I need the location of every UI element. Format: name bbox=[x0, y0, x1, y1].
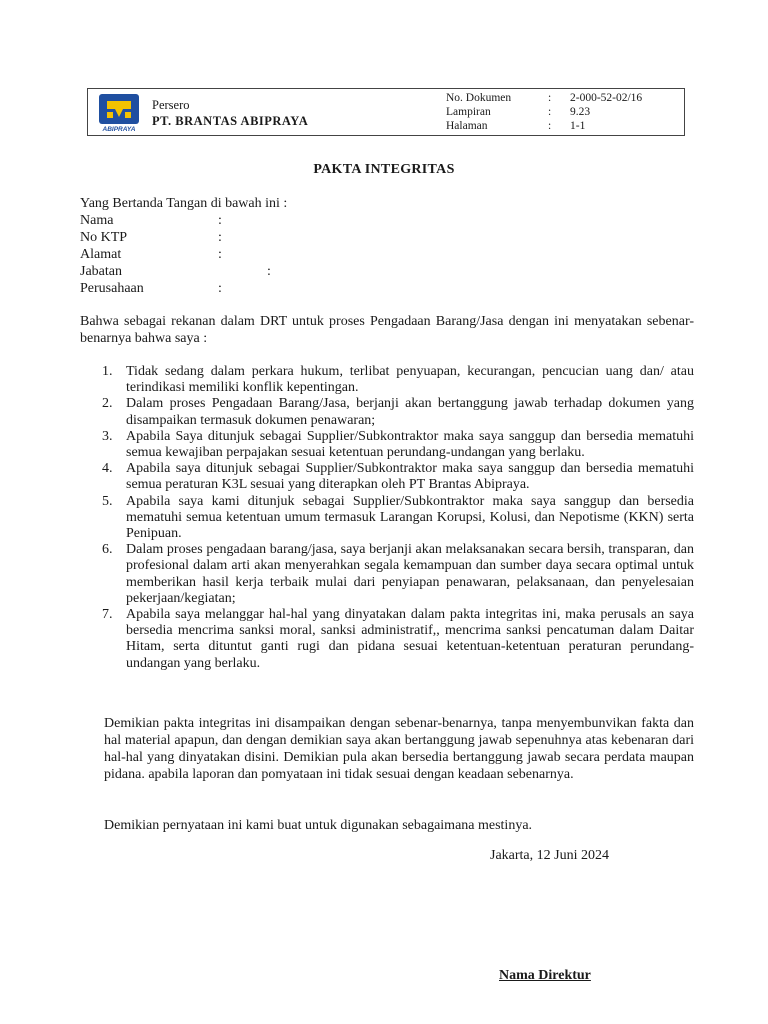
document-header bbox=[87, 88, 685, 136]
item-number: 4. bbox=[102, 461, 113, 477]
item-number: 2. bbox=[102, 396, 113, 412]
item-text: Apabila saya ditunjuk sebagai Supplier/Subkontraktor maka saya sanggup dan bersedia mematuhi semua peraturan K3L sesuai yang diterapkan oleh PT Brantas Abipraya. bbox=[126, 461, 694, 493]
item-text: Tidak sedang dalam perkara hukum, terlibat penyuapan, kecurangan, pencucian uang dan/ atau terindikasi memiliki konflik kepentingan. bbox=[126, 364, 694, 396]
field-no-ktp bbox=[80, 229, 222, 246]
document-title: PAKTA INTEGRITAS bbox=[313, 162, 455, 177]
field-label: Jabatan bbox=[80, 264, 122, 279]
list-item bbox=[80, 396, 694, 428]
colon: : bbox=[267, 264, 271, 279]
colon: : bbox=[548, 120, 552, 132]
colon: : bbox=[548, 92, 552, 104]
item-number: 3. bbox=[102, 428, 113, 444]
doc-number-value: 2-000-52-02/16 bbox=[570, 92, 643, 104]
page-value: 1-1 bbox=[570, 120, 586, 132]
list-item bbox=[80, 494, 694, 543]
colon: : bbox=[218, 281, 222, 296]
closing-paragraph: Demikian pakta integritas ini disampaikan dengan sebenar-benarnya, tanpa menyembunvikan fakta dan hal material apapun, dan dengan demikian saya akan bertanggung jawab sepenuhnya atas kebenaran dari hal-hal yang dinyatakan disini. Demikian pula akan bersedia bertanggung jawab secara perdata maupan pidana. apabila laporan dan pomyataan ini tidak sesuai dengan keadaan sebenarnya. bbox=[104, 716, 694, 782]
item-text: Dalam proses Pengadaan Barang/Jasa, berjanji akan bertanggung jawab terhadap dokumen yang disampaikan termasuk dokumen penawaran; bbox=[126, 396, 694, 428]
list-item bbox=[80, 542, 694, 607]
company-logo bbox=[98, 93, 140, 133]
item-number: 6. bbox=[102, 542, 113, 558]
place-date: Jakarta, 12 Juni 2024 bbox=[490, 848, 609, 863]
intro-line: Yang Bertanda Tangan di bawah ini : bbox=[80, 196, 288, 211]
doc-info-row bbox=[446, 105, 642, 119]
commitment-list bbox=[80, 364, 694, 672]
item-text: Apabila saya kami ditunjuk sebagai Supplier/Subkontraktor maka saya sanggup dan bersedia mematuhi semua ketentuan umum termasuk Larangan Korupsi, Kolusi, dan Nepotisme (KKN) serta Penipuan. bbox=[126, 493, 694, 542]
item-text: Apabila Saya ditunjuk sebagai Supplier/Subkontraktor maka saya sanggup dan bersedia mematuhi semua kewajiban perpajakan sesuai ketentuan perundang-undangan yang berlaku. bbox=[126, 428, 694, 461]
page-label: Halaman bbox=[446, 120, 488, 132]
list-item bbox=[80, 364, 694, 396]
doc-info-row bbox=[446, 91, 642, 105]
list-item bbox=[80, 429, 694, 461]
field-label: Nama bbox=[80, 213, 114, 228]
company-type: Persero bbox=[152, 98, 190, 112]
list-item bbox=[80, 461, 694, 493]
doc-number-label: No. Dokumen bbox=[446, 92, 512, 104]
statement-paragraph: Bahwa sebagai rekanan dalam DRT untuk proses Pengadaan Barang/Jasa dengan ini menyatakan sebenar-benarnya bahwa saya : bbox=[80, 314, 694, 346]
item-text: Apabila saya melanggar hal-hal yang dinyatakan dalam pakta integritas ini, maka perusals an saya bersedia mencrima sanksi moral, sanksi administratif,, mencrima sanksi pencatuman dalam Daitar Hitam, serta dituntut ganti rugi dan pidana sesuai ketentuan-ketentuan peraturan perundang-undangan yang berlaku. bbox=[126, 607, 694, 671]
colon: : bbox=[218, 230, 222, 245]
signatory-name: Nama Direktur bbox=[499, 968, 591, 983]
field-jabatan bbox=[80, 263, 271, 280]
company-name: PT. BRANTAS ABIPRAYA bbox=[152, 114, 309, 128]
item-number: 1. bbox=[102, 364, 113, 379]
item-number: 7. bbox=[102, 607, 113, 623]
doc-info-row bbox=[446, 119, 642, 133]
closing-statement: Demikian pernyataan ini kami buat untuk digunakan sebagaimana mestinya. bbox=[104, 818, 533, 833]
list-item bbox=[80, 607, 694, 672]
field-label: Alamat bbox=[80, 247, 122, 262]
colon: : bbox=[218, 213, 222, 228]
company-block bbox=[152, 97, 308, 129]
field-label: Perusahaan bbox=[80, 281, 144, 296]
field-perusahaan bbox=[80, 280, 222, 297]
item-text: Dalam proses pengadaan barang/jasa, saya berjanji akan melaksanakan secara bersih, transparan, dan profesional dalam arti akan menyerahkan segala kemampuan dan sumber daya secara optimal untuk memberikan hasil kerja terbaik mulai dari penyiapan penawaran, pelaksanaan, dan penyelesaian pekerjaan/kegiatan; bbox=[126, 542, 694, 606]
field-alamat bbox=[80, 246, 222, 263]
colon: : bbox=[548, 106, 552, 118]
field-nama bbox=[80, 212, 222, 229]
item-number: 5. bbox=[102, 493, 113, 509]
attachment-value: 9.23 bbox=[570, 106, 591, 118]
attachment-label: Lampiran bbox=[446, 106, 491, 118]
logo-text: ABIPRAYA bbox=[102, 126, 136, 133]
document-info bbox=[446, 91, 642, 133]
field-label: No KTP bbox=[80, 230, 128, 245]
colon: : bbox=[218, 247, 222, 262]
